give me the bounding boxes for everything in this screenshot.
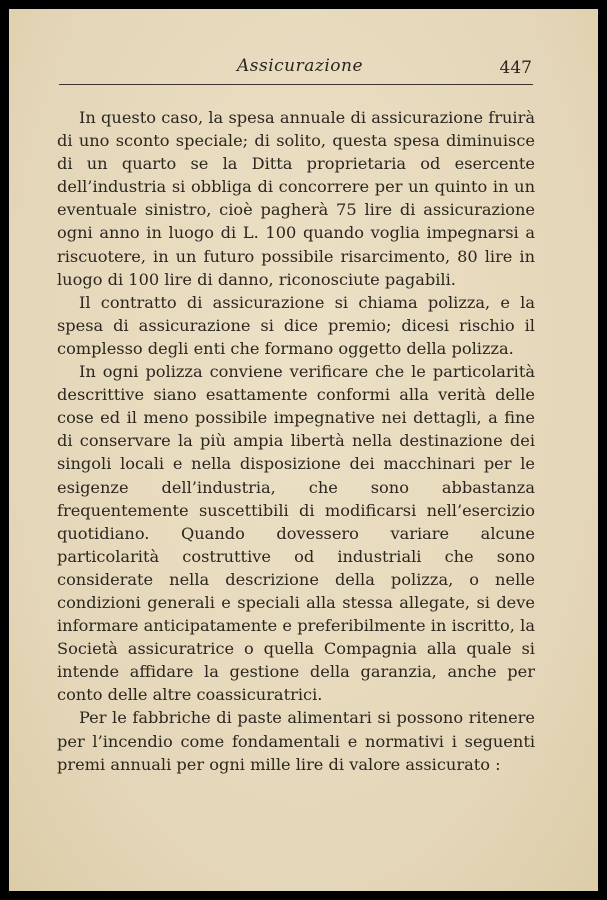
book-page [9, 9, 598, 891]
running-title: Assicurazione [237, 56, 364, 76]
paragraph-3: In ogni polizza conviene verificare che le particolarità descrittive siano esattamente conformi alla verità delle cose ed il meno possibile impegnative nei dettagli, a fine di conservare la più ampia libertà nella destinazione dei singoli locali e nella disposizione dei macchinari per le esigenze dell’industria, che sono abbastanza frequentemente suscettibili di modificarsi nell’esercizio quotidiano. Quando dovessero variare alcune particolarità costruttive od industriali che sono considerate nella descrizione della polizza, o nelle condizioni generali e speciali alla stessa allegate, si deve informare anticipatamente e preferibilmente in iscritto, la Società assicuratrice o quella Compagnia alla quale si intende affidare la gestione della garanzia, anche per conto delle altre coassicuratrici. [57, 362, 535, 705]
paragraph-2: Il contratto di assicurazione si chiama polizza, e la spesa di assicurazione si dice premio; dicesi rischio il complesso degli enti che formano oggetto della polizza. [57, 292, 535, 358]
page-header [9, 56, 598, 82]
header-rule [59, 84, 533, 85]
page-number: 447 [499, 58, 532, 78]
body-text [57, 106, 535, 776]
paragraph-4: Per le fabbriche di paste alimentari si possono ritenere per l’incendio come fondamentali e normativi i seguenti premi annuali per ogni mille lire di valore assicurato : [57, 708, 535, 774]
paragraph-1: In questo caso, la spesa annuale di assicurazione fruirà di uno sconto speciale; di solito, questa spesa diminuisce di un quarto se la Ditta proprietaria od esercente dell’industria si obbliga di concorrere per un quinto in un eventuale sinistro, cioè pagherà 75 lire di assicurazione ogni anno in luogo di L. 100 quando voglia impegnarsi a riscuotere, in un futuro possibile risarcimento, 80 lire in luogo di 100 lire di danno, riconosciute pagabili. [57, 108, 535, 289]
